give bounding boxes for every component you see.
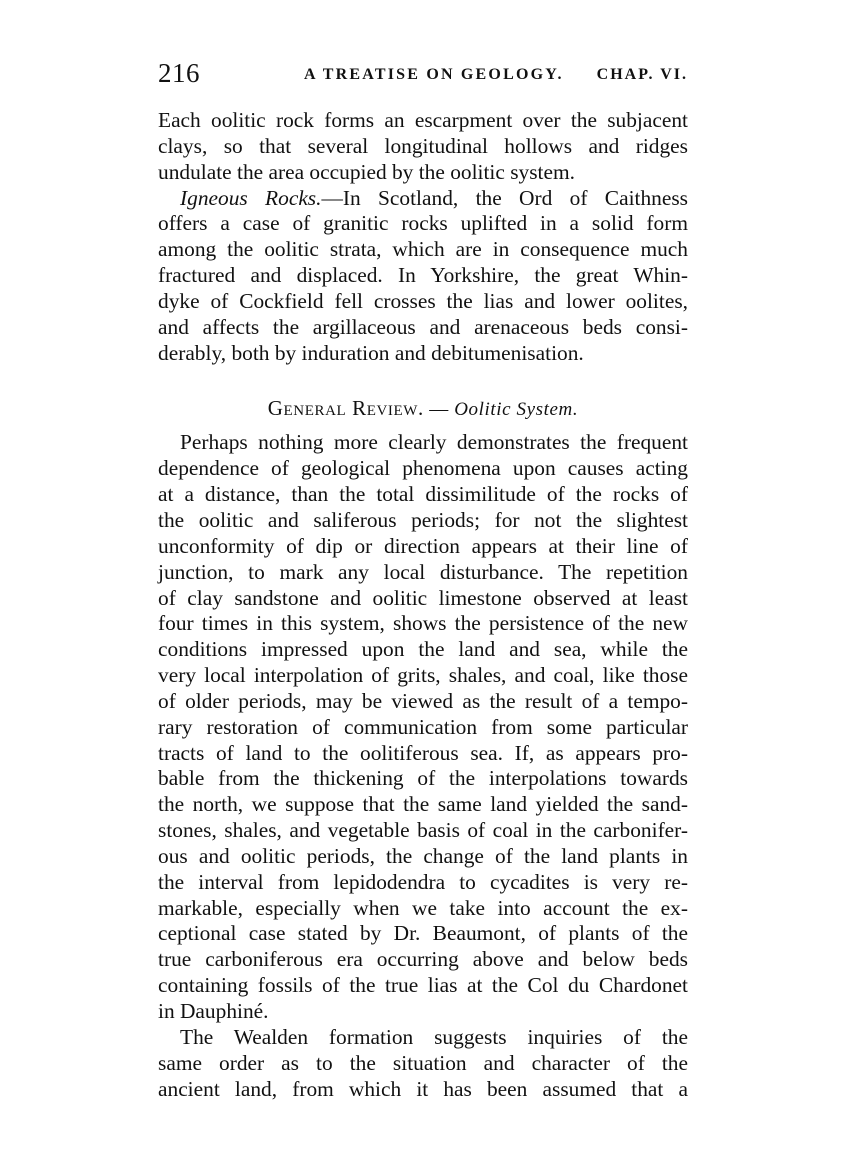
text-line: ceptional case stated by Dr. Beaumont, of plants of the	[158, 921, 688, 946]
text-line: stones, shales, and vegetable basis of coal in the carbonifer-	[158, 818, 688, 843]
text-line: bable from the thickening of the interpolations towards	[158, 766, 688, 791]
text-line: conditions impressed upon the land and sea, while the	[158, 637, 688, 662]
text-line: ancient land, from which it has been assumed that a	[158, 1076, 688, 1101]
paragraph-lead: Igneous Rocks.	[180, 185, 322, 210]
text-line: The Wealden formation suggests inquiries of the	[180, 1024, 688, 1049]
text-run: —In Scotland, the Ord of Caithness	[321, 185, 688, 210]
text-line: the oolitic and saliferous periods; for not the slightest	[158, 507, 688, 532]
text-line: at a distance, than the total dissimilitude of the rocks of	[158, 482, 688, 507]
paragraph-wealden	[158, 1025, 688, 1103]
page-number: 216	[158, 58, 200, 88]
text-line: fractured and displaced. In Yorkshire, the great Whin-	[158, 263, 688, 288]
paragraph-general-review	[158, 430, 688, 1024]
spacer	[158, 366, 688, 390]
text-line: offers a case of granitic rocks uplifted in a solid form	[158, 211, 688, 236]
section-heading-title: General Review.	[267, 396, 424, 421]
text-line: of older periods, may be viewed as the result of a tempo-	[158, 688, 688, 713]
text-line: Each oolitic rock forms an escarpment over the subjacent	[158, 108, 688, 132]
text-line: clays, so that several longitudinal hollows and ridges	[158, 133, 688, 158]
text-line: tracts of land to the oolitiferous sea. If, as appears pro-	[158, 740, 688, 765]
text-line: dependence of geological phenomena upon causes acting	[158, 456, 688, 481]
text-line: derably, both by induration and debitumenisation.	[158, 340, 584, 365]
text-line: in Dauphiné.	[158, 999, 269, 1023]
book-page	[158, 56, 688, 1102]
text-line: Perhaps nothing more clearly demonstrates the frequent	[180, 430, 688, 455]
text-line: very local interpolation of grits, shales, and coal, like those	[158, 663, 688, 688]
text-line: undulate the area occupied by the oolitic system.	[158, 159, 575, 184]
text-line: unconformity of dip or direction appears at their line of	[158, 533, 688, 558]
body-text	[158, 108, 688, 1102]
text-line: four times in this system, shows the persistence of the new	[158, 611, 688, 636]
section-heading	[158, 390, 688, 426]
text-line: true carboniferous era occurring above and below beds	[158, 947, 688, 972]
paragraph-escarpment	[158, 108, 688, 186]
section-heading-dash: —	[423, 399, 455, 421]
text-line: among the oolitic strata, which are in consequence much	[158, 237, 688, 262]
text-line: containing fossils of the true lias at the Col du Chardonet	[158, 973, 688, 998]
section-heading-subtitle: Oolitic System.	[454, 399, 579, 421]
text-line: junction, to mark any local disturbance. The repetition	[158, 559, 688, 584]
text-line: ous and oolitic periods, the change of the land plants in	[158, 843, 688, 868]
text-line: markable, especially when we take into account the ex-	[158, 895, 688, 920]
text-line: the north, we suppose that the same land yielded the sand-	[158, 792, 688, 817]
paragraph-igneous-rocks	[158, 186, 688, 367]
chapter-label: CHAP. VI.	[596, 66, 688, 83]
text-line	[158, 186, 688, 212]
text-line: dyke of Cockfield fell crosses the lias and lower oolites,	[158, 288, 688, 313]
text-line: rary restoration of communication from some particular	[158, 714, 688, 739]
text-line: the interval from lepidodendra to cycadites is very re-	[158, 869, 688, 894]
text-line: and affects the argillaceous and arenaceous beds consi-	[158, 314, 688, 339]
running-header	[158, 56, 688, 96]
text-line: same order as to the situation and character of the	[158, 1050, 688, 1075]
text-line: of clay sandstone and oolitic limestone observed at least	[158, 585, 688, 610]
running-title: A TREATISE ON GEOLOGY.	[304, 66, 564, 83]
